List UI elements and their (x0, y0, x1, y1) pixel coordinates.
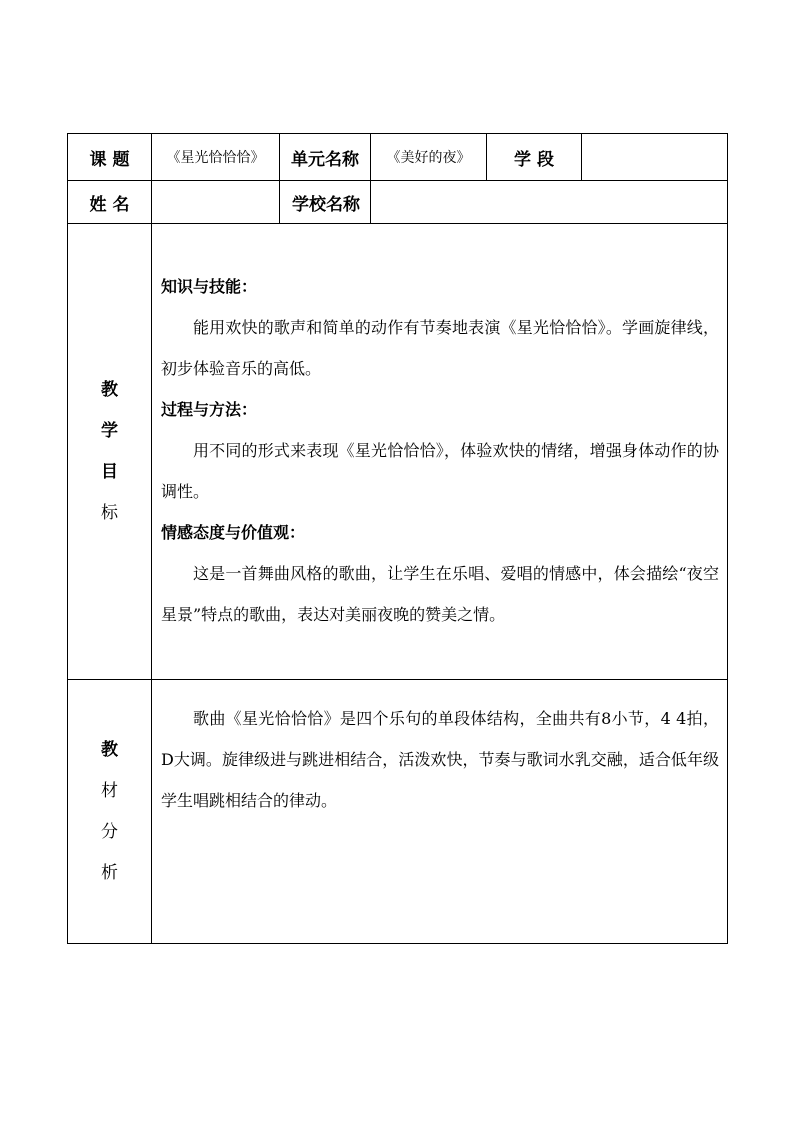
name-value (152, 181, 280, 224)
analysis-side-label (68, 680, 152, 944)
objectives-content (152, 224, 728, 680)
objectives-char-3: 目 (101, 461, 118, 482)
school-label: 学校名称 (280, 181, 371, 224)
row-analysis (68, 680, 728, 944)
stage-label: 学 段 (487, 134, 582, 181)
analysis-content (152, 680, 728, 944)
row-name (68, 181, 728, 224)
analysis-char-1: 教 (101, 739, 118, 760)
objectives-char-2: 学 (101, 420, 118, 441)
school-value (371, 181, 728, 224)
objectives-side-label (68, 224, 152, 680)
knowledge-heading: 知识与技能： (161, 277, 258, 296)
row-objectives (68, 224, 728, 680)
unit-label: 单元名称 (280, 134, 371, 181)
process-heading: 过程与方法： (161, 400, 258, 419)
row-topic (68, 134, 728, 181)
objectives-char-4: 标 (101, 502, 118, 523)
analysis-char-4: 析 (101, 862, 118, 883)
unit-value: 《美好的夜》 (371, 134, 487, 181)
objectives-char-1: 教 (101, 379, 118, 400)
analysis-char-3: 分 (101, 821, 118, 842)
emotion-heading: 情感态度与价值观： (161, 523, 306, 542)
knowledge-text: 能用欢快的歌声和简单的动作有节奏地表演《星光恰恰恰》。学画旋律线，初步体验音乐的高低。 (161, 318, 719, 378)
lesson-plan-table (67, 133, 728, 944)
topic-value: 《星光恰恰恰》 (152, 134, 280, 181)
emotion-text: 这是一首舞曲风格的歌曲，让学生在乐唱、爱唱的情感中，体会描绘“夜空星景”特点的歌曲，表达对美丽夜晚的赞美之情。 (161, 564, 719, 624)
name-label: 姓 名 (68, 181, 152, 224)
topic-label: 课 题 (68, 134, 152, 181)
analysis-text: 歌曲《星光恰恰恰》是四个乐句的单段体结构，全曲共有8小节，4 4拍，D大调。旋律级进与跳进相结合，活泼欢快，节奏与歌词水乳交融，适合低年级学生唱跳相结合的律动。 (161, 709, 719, 810)
stage-value (582, 134, 728, 181)
analysis-char-2: 材 (101, 780, 118, 801)
process-text: 用不同的形式来表现《星光恰恰恰》，体验欢快的情绪，增强身体动作的协调性。 (161, 441, 719, 501)
